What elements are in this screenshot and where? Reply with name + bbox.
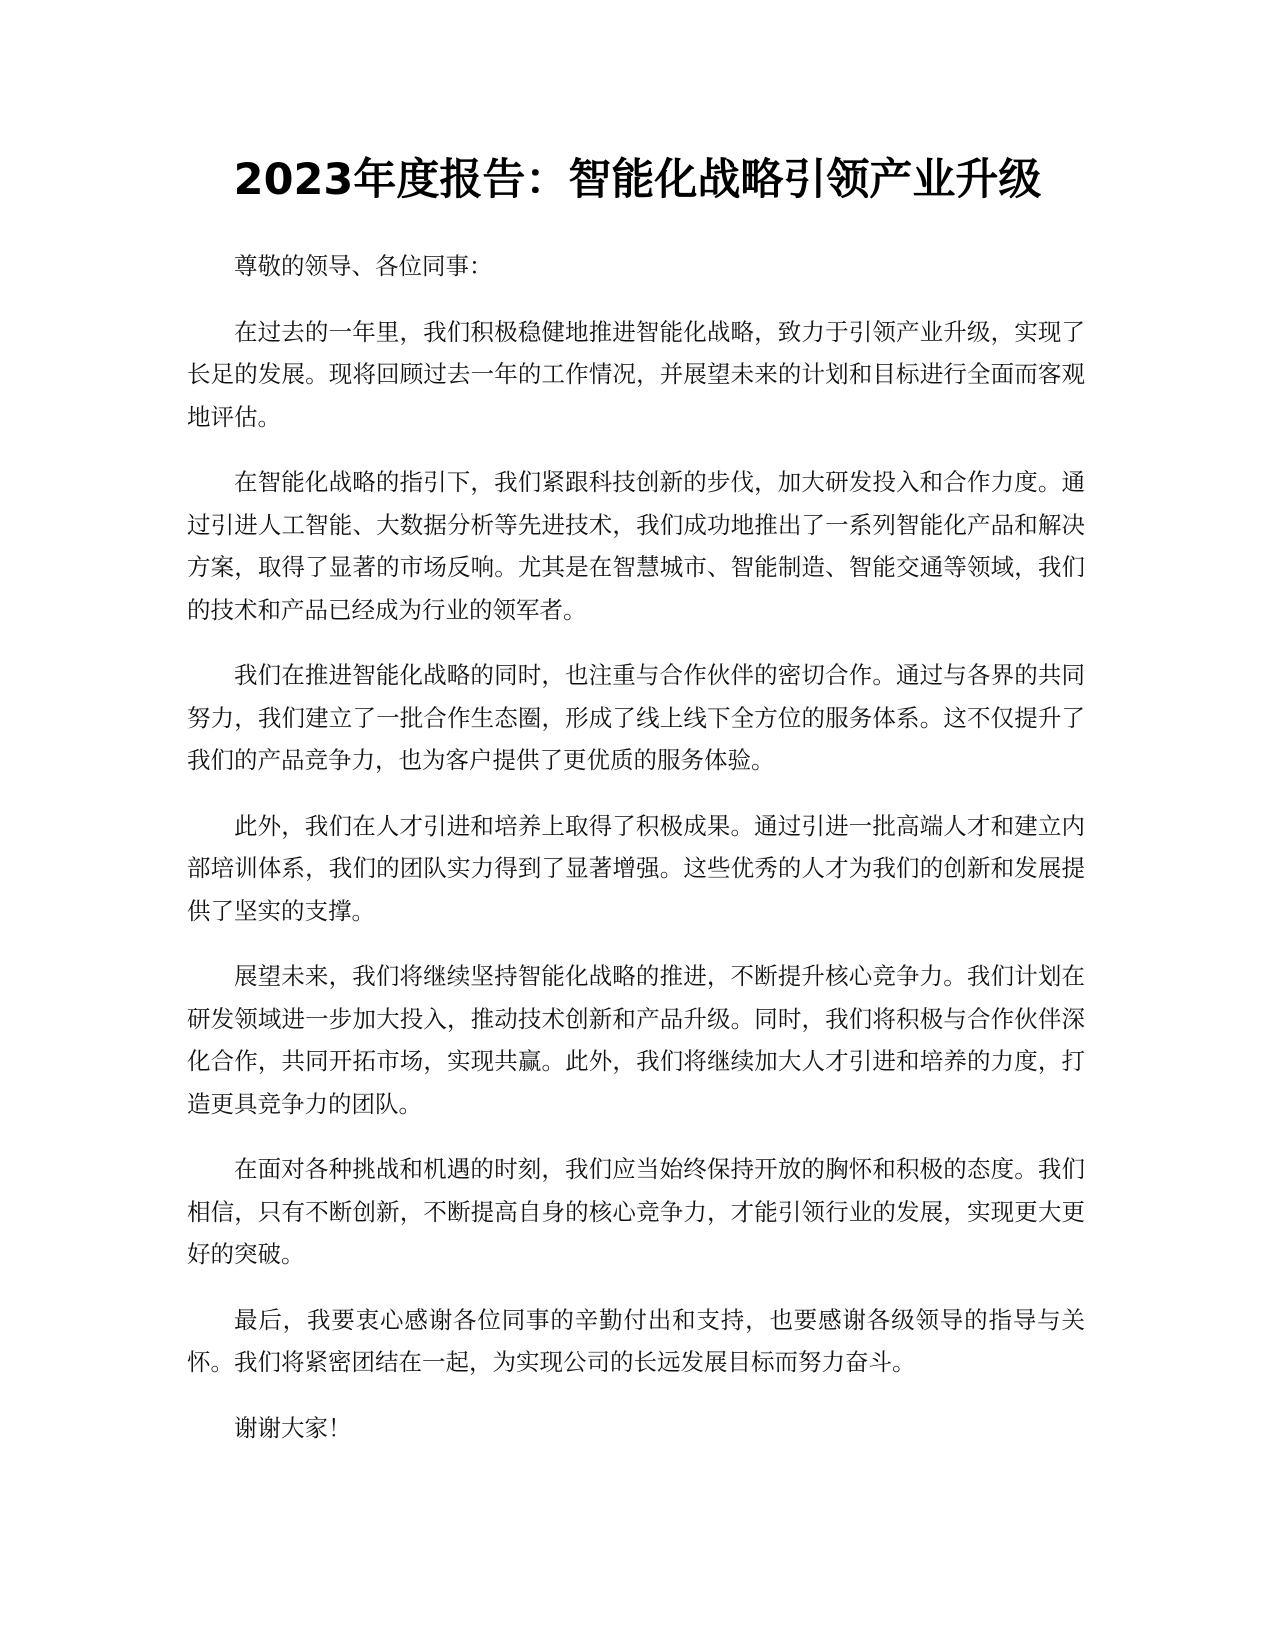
closing-paragraph: 谢谢大家！ xyxy=(234,1413,352,1442)
partnership-paragraph: 我们在推进智能化战略的同时，也注重与合作伙伴的密切合作。通过与各界的共同努力，我们建立了一批合作生态圈，形成了线上线下全方位的服务体系。这不仅提升了我们的产品竞争力，也为客户提供了更优质的服务体验。 xyxy=(187,661,1085,774)
document-body xyxy=(187,245,1085,1472)
strategy-paragraph: 在智能化战略的指引下，我们紧跟科技创新的步伐，加大研发投入和合作力度。通过引进人工智能、大数据分析等先进技术，我们成功地推出了一系列智能化产品和解决方案，取得了显著的市场反响。尤其是在智慧城市、智能制造、智能交通等领域，我们的技术和产品已经成为行业的领军者。 xyxy=(187,468,1085,624)
document-title: 2023年度报告：智能化战略引领产业升级 xyxy=(233,155,1042,205)
outlook-paragraph: 展望未来，我们将继续坚持智能化战略的推进，不断提升核心竞争力。我们计划在研发领域进一步加大投入，推动技术创新和产品升级。同时，我们将积极与合作伙伴深化合作，共同开拓市场，实现共赢。此外，我们将继续加大人才引进和培养的力度，打造更具竞争力的团队。 xyxy=(187,962,1085,1118)
salutation-paragraph: 尊敬的领导、各位同事： xyxy=(234,252,493,280)
challenges-paragraph: 在面对各种挑战和机遇的时刻，我们应当始终保持开放的胸怀和积极的态度。我们相信，只有不断创新，不断提高自身的核心竞争力，才能引领行业的发展，实现更大更好的突破。 xyxy=(187,1155,1085,1268)
intro-paragraph: 在过去的一年里，我们积极稳健地推进智能化战略，致力于引领产业升级，实现了长足的发展。现将回顾过去一年的工作情况，并展望未来的计划和目标进行全面而客观地评估。 xyxy=(187,317,1085,431)
talent-paragraph: 此外，我们在人才引进和培养上取得了积极成果。通过引进一批高端人才和建立内部培训体系，我们的团队实力得到了显著增强。这些优秀的人才为我们的创新和发展提供了坚实的支撑。 xyxy=(187,811,1085,925)
thanks-paragraph: 最后，我要衷心感谢各位同事的辛勤付出和支持，也要感谢各级领导的指导与关怀。我们将紧密团结在一起，为实现公司的长远发展目标而努力奋斗。 xyxy=(187,1305,1085,1376)
